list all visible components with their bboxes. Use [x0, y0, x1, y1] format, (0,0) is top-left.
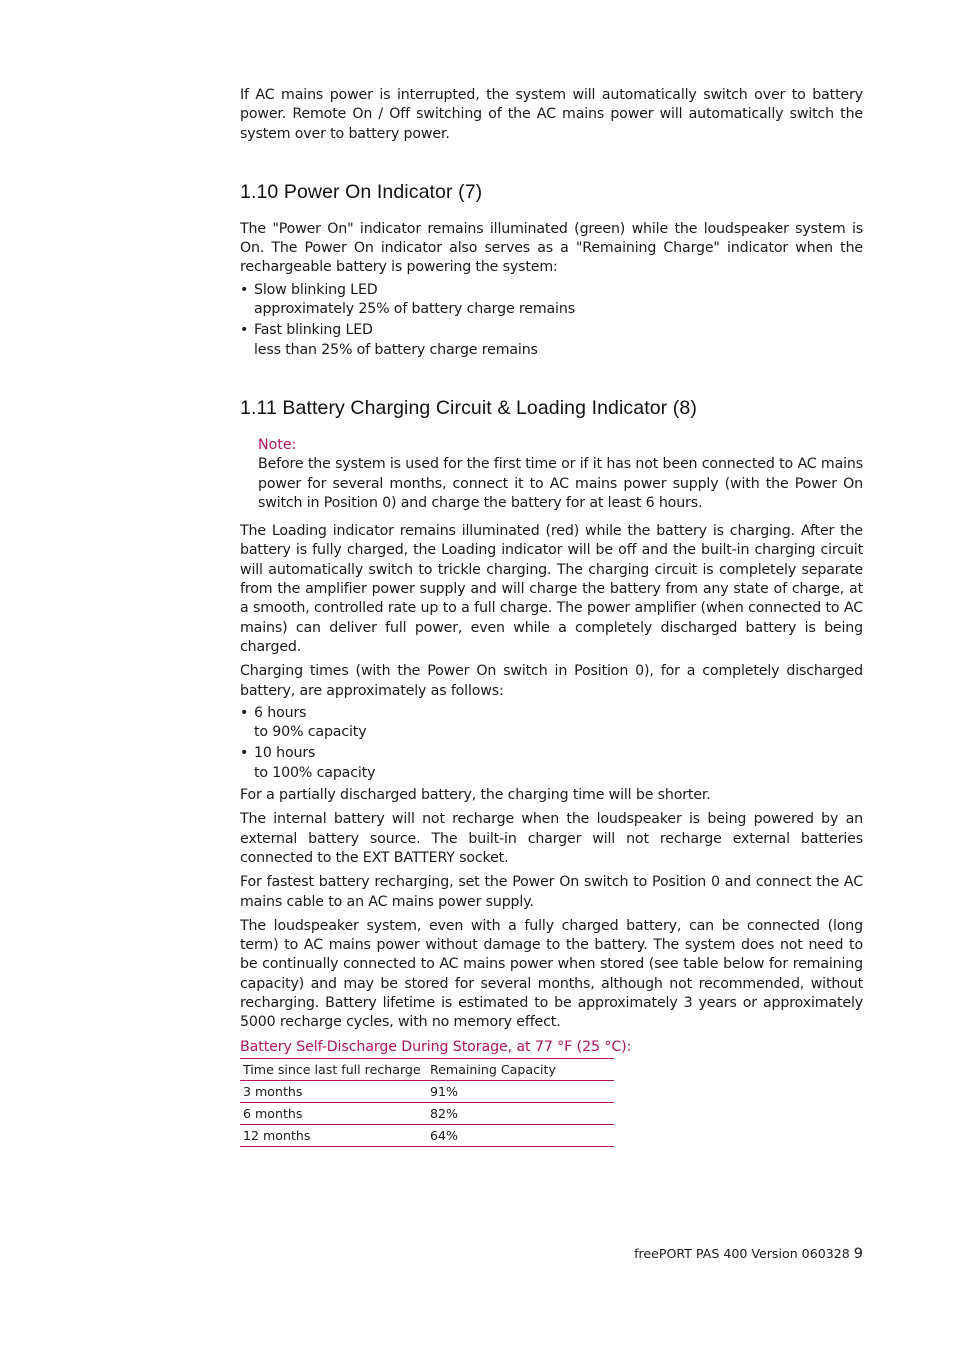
self-discharge-table — [240, 1058, 614, 1147]
table-row — [240, 1080, 614, 1102]
section-heading-power-on-indicator: 1.10 Power On Indicator (7) — [240, 180, 483, 203]
list-item-detail: to 100% capacity — [254, 764, 376, 781]
list-item-title: 10 hours — [254, 745, 316, 762]
footer-doc-title: freePORT PAS 400 Version 060328 — [634, 1246, 850, 1261]
list-item-title: Slow blinking LED — [254, 281, 378, 298]
page-footer — [600, 1246, 863, 1262]
list-item-detail: less than 25% of battery charge remains — [254, 341, 538, 358]
table-cell-capacity: 82% — [427, 1102, 614, 1124]
power-on-paragraph: The "Power On" indicator remains illuminated (green) while the loudspeaker system is On. The Power On indicator also serves as a "Remaining Charge" indicator when the rechargeable battery is powering the system: — [240, 220, 863, 276]
note-label: Note: — [258, 436, 297, 453]
list-item — [240, 281, 863, 320]
list-item-title: 6 hours — [254, 704, 307, 721]
page-number: 9 — [853, 1246, 863, 1262]
table-cell-capacity: 91% — [427, 1080, 614, 1102]
led-blink-list — [240, 281, 863, 360]
column-header-time: Time since last full recharge — [240, 1058, 427, 1080]
note-box — [258, 436, 863, 513]
table-cell-time: 12 months — [240, 1124, 427, 1146]
table-row — [240, 1124, 614, 1146]
charging-times-paragraph: Charging times (with the Power On switch in Position 0), for a completely discharged battery, are approximately as follows: — [240, 663, 863, 699]
section-heading-battery-charging: 1.11 Battery Charging Circuit & Loading Indicator (8) — [240, 396, 697, 419]
list-item — [240, 704, 863, 743]
table-cell-time: 6 months — [240, 1102, 427, 1124]
list-item-detail: to 90% capacity — [254, 724, 367, 741]
table-row — [240, 1102, 614, 1124]
storage-paragraph: The loudspeaker system, even with a fully charged battery, can be connected (long term) to AC mains power without damage to the battery. The system does not need to be continually connected to AC mains power when stored (see table below for remaining capacity) and may be stored for several months, although not recommended, without recharging. Battery lifetime is estimated to be approximately 3 years or approximately 5000 recharge cycles, with no memory effect. — [240, 917, 863, 1031]
table-cell-capacity: 64% — [427, 1124, 614, 1146]
table-caption: Battery Self-Discharge During Storage, at 77 °F (25 °C): — [240, 1038, 632, 1055]
page-content — [240, 86, 863, 1147]
loading-indicator-paragraph: The Loading indicator remains illuminated (red) while the battery is charging. After the battery is fully charged, the Loading indicator will be off and the built-in charging circuit will automatically switch to trickle charging. The charging circuit is completely separate from the amplifier power supply and will charge the battery from any state of charge, at a smooth, controlled rate up to a full charge. The power amplifier (when connected to AC mains) can deliver full power, even while a completely discharged battery is being charged. — [240, 523, 863, 655]
table-cell-time: 3 months — [240, 1080, 427, 1102]
table-header-row — [240, 1058, 614, 1080]
list-item — [240, 744, 863, 783]
intro-paragraph: If AC mains power is interrupted, the system will automatically switch over to battery power. Remote On / Off switching of the AC mains power will automatically switch the system over to battery power. — [240, 87, 863, 142]
column-header-capacity: Remaining Capacity — [427, 1058, 614, 1080]
partial-discharge-paragraph: For a partially discharged battery, the charging time will be shorter. — [240, 787, 711, 804]
note-text: Before the system is used for the first time or if it has not been connected to AC mains power for several months, connect it to AC mains power supply (with the Power On switch in Position 0) and charge the battery for at least 6 hours. — [258, 456, 863, 511]
internal-battery-paragraph: The internal battery will not recharge when the loudspeaker is being powered by an external battery source. The built-in charger will not recharge external batteries connected to the EXT BATTERY socket. — [240, 811, 863, 866]
charging-times-list — [240, 704, 863, 783]
list-item-title: Fast blinking LED — [254, 322, 373, 339]
list-item — [240, 321, 863, 360]
list-item-detail: approximately 25% of battery charge remains — [254, 301, 575, 318]
fastest-recharge-paragraph: For fastest battery recharging, set the Power On switch to Position 0 and connect the AC mains cable to an AC mains power supply. — [240, 874, 863, 910]
